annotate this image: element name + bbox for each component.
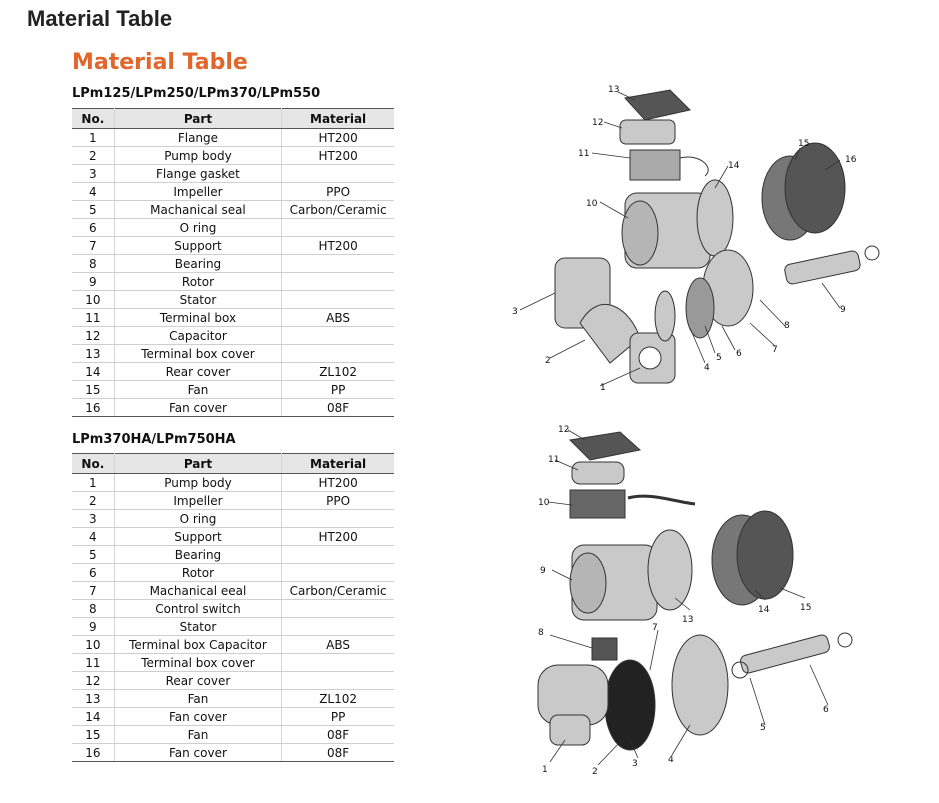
cell-part: Stator [114, 618, 282, 636]
bottom-callout-label: 7 [652, 623, 658, 633]
table-row [72, 546, 394, 564]
cell-no: 15 [72, 726, 114, 744]
cell-material: HT200 [282, 237, 394, 255]
table-row [72, 564, 394, 582]
top-callout-label: 4 [704, 363, 710, 373]
cell-part: Impeller [114, 492, 282, 510]
table-header-row [72, 109, 394, 129]
cell-part: Rear cover [114, 363, 282, 381]
cell-part: Bearing [114, 546, 282, 564]
bottom-callout-label: 13 [682, 615, 694, 625]
cell-no: 16 [72, 399, 114, 417]
cell-material: Carbon/Ceramic [282, 201, 394, 219]
table-row [72, 636, 394, 654]
top-callout-label: 7 [772, 345, 778, 355]
top-callout-label: 6 [736, 349, 742, 359]
top-callout-label: 11 [578, 149, 590, 159]
material-table-2 [72, 453, 394, 762]
page-title: Material Table [27, 6, 173, 31]
header-part: Part [114, 454, 282, 474]
table-row [72, 618, 394, 636]
cell-no: 10 [72, 636, 114, 654]
cell-material [282, 291, 394, 309]
cell-material: ZL102 [282, 363, 394, 381]
cell-part: Terminal box cover [114, 345, 282, 363]
cell-material: HT200 [282, 474, 394, 492]
cell-material: PP [282, 708, 394, 726]
cell-part: Support [114, 237, 282, 255]
cell-part: Rotor [114, 273, 282, 291]
cell-part: Terminal box cover [114, 654, 282, 672]
cell-part: Flange [114, 129, 282, 147]
cell-no: 14 [72, 363, 114, 381]
bottom-callout-label: 15 [800, 603, 812, 613]
cell-no: 7 [72, 582, 114, 600]
cell-material: ABS [282, 636, 394, 654]
table-row [72, 345, 394, 363]
cell-no: 4 [72, 528, 114, 546]
section-title: Material Table [72, 50, 248, 75]
cell-material: PPO [282, 183, 394, 201]
cell-material: ZL102 [282, 690, 394, 708]
cell-no: 12 [72, 327, 114, 345]
cell-no: 5 [72, 201, 114, 219]
table-row [72, 237, 394, 255]
cell-no: 2 [72, 147, 114, 165]
cell-no: 15 [72, 381, 114, 399]
model-label-2: LPm370HA/LPm750HA [72, 432, 236, 447]
cell-material [282, 510, 394, 528]
bottom-callout-label: 12 [558, 425, 570, 435]
top-callout-label: 10 [586, 199, 598, 209]
cell-material [282, 345, 394, 363]
bottom-callout-label: 9 [540, 566, 546, 576]
cell-material [282, 165, 394, 183]
table-body-2 [72, 474, 394, 762]
table-row [72, 129, 394, 147]
cell-material: 08F [282, 726, 394, 744]
cell-no: 13 [72, 690, 114, 708]
cell-no: 2 [72, 492, 114, 510]
table-row [72, 582, 394, 600]
cell-part: Support [114, 528, 282, 546]
table-row [72, 183, 394, 201]
material-table-1 [72, 108, 394, 417]
table-row [72, 219, 394, 237]
cell-no: 8 [72, 255, 114, 273]
top-callout-label: 1 [600, 383, 606, 393]
cell-no: 6 [72, 219, 114, 237]
cell-part: O ring [114, 219, 282, 237]
cell-material [282, 654, 394, 672]
header-material: Material [282, 454, 394, 474]
table-row [72, 273, 394, 291]
cell-material [282, 219, 394, 237]
table-row [72, 510, 394, 528]
cell-material: 08F [282, 399, 394, 417]
exploded-diagram-pump-1 [500, 78, 900, 400]
cell-part: Machanical seal [114, 201, 282, 219]
bottom-callout-label: 2 [592, 767, 598, 777]
table-row [72, 600, 394, 618]
top-callout-label: 15 [798, 139, 810, 149]
cell-part: Machanical eeal [114, 582, 282, 600]
table-row [72, 291, 394, 309]
cell-material [282, 600, 394, 618]
header-part: Part [114, 109, 282, 129]
table-row [72, 399, 394, 417]
exploded-diagram-pump-2 [510, 420, 890, 780]
cell-no: 7 [72, 237, 114, 255]
cell-no: 9 [72, 273, 114, 291]
bottom-callout-label: 4 [668, 755, 674, 765]
cell-part: Fan [114, 381, 282, 399]
cell-no: 5 [72, 546, 114, 564]
bottom-callout-label: 3 [632, 759, 638, 769]
table-row [72, 672, 394, 690]
cell-no: 4 [72, 183, 114, 201]
cell-part: Bearing [114, 255, 282, 273]
table-row [72, 690, 394, 708]
cell-part: Pump body [114, 474, 282, 492]
bottom-callout-label: 11 [548, 455, 560, 465]
bottom-callout-label: 8 [538, 628, 544, 638]
cell-material [282, 564, 394, 582]
top-callout-label: 12 [592, 118, 604, 128]
cell-part: Capacitor [114, 327, 282, 345]
top-callout-label: 5 [716, 353, 722, 363]
top-callout-label: 14 [728, 161, 740, 171]
cell-part: Fan cover [114, 744, 282, 762]
top-callout-label: 8 [784, 321, 790, 331]
cell-part: Fan cover [114, 708, 282, 726]
top-callout-label: 9 [840, 305, 846, 315]
cell-no: 14 [72, 708, 114, 726]
cell-part: Flange gasket [114, 165, 282, 183]
cell-no: 11 [72, 309, 114, 327]
header-material: Material [282, 109, 394, 129]
bottom-callout-label: 1 [542, 765, 548, 775]
table-row [72, 147, 394, 165]
cell-no: 3 [72, 165, 114, 183]
cell-no: 10 [72, 291, 114, 309]
cell-material [282, 273, 394, 291]
header-no: No. [72, 109, 114, 129]
cell-no: 13 [72, 345, 114, 363]
cell-part: Impeller [114, 183, 282, 201]
cell-no: 6 [72, 564, 114, 582]
bottom-callout-label: 5 [760, 723, 766, 733]
table-row [72, 363, 394, 381]
cell-material: HT200 [282, 147, 394, 165]
top-callout-label: 13 [608, 85, 620, 95]
cell-part: Fan cover [114, 399, 282, 417]
top-callout-label: 16 [845, 155, 857, 165]
top-callout-label: 3 [512, 307, 518, 317]
table-row [72, 255, 394, 273]
cell-material: PP [282, 381, 394, 399]
cell-part: Fan [114, 690, 282, 708]
table-body-1 [72, 129, 394, 417]
model-label-1: LPm125/LPm250/LPm370/LPm550 [72, 86, 321, 101]
cell-material [282, 255, 394, 273]
cell-no: 9 [72, 618, 114, 636]
cell-material: ABS [282, 309, 394, 327]
cell-material: Carbon/Ceramic [282, 582, 394, 600]
cell-no: 3 [72, 510, 114, 528]
cell-no: 1 [72, 129, 114, 147]
cell-no: 12 [72, 672, 114, 690]
cell-material [282, 327, 394, 345]
cell-no: 8 [72, 600, 114, 618]
cell-material: 08F [282, 744, 394, 762]
table-row [72, 726, 394, 744]
cell-no: 16 [72, 744, 114, 762]
bottom-callout-label: 10 [538, 498, 550, 508]
cell-part: Fan [114, 726, 282, 744]
cell-material [282, 618, 394, 636]
cell-material: HT200 [282, 528, 394, 546]
cell-no: 11 [72, 654, 114, 672]
cell-no: 1 [72, 474, 114, 492]
header-no: No. [72, 454, 114, 474]
cell-material [282, 672, 394, 690]
table-row [72, 654, 394, 672]
bottom-callout-label: 14 [758, 605, 770, 615]
cell-material: HT200 [282, 129, 394, 147]
cell-part: O ring [114, 510, 282, 528]
table-row [72, 474, 394, 492]
table-row [72, 165, 394, 183]
cell-part: Rotor [114, 564, 282, 582]
cell-material [282, 546, 394, 564]
table-row [72, 201, 394, 219]
top-callout-label: 2 [545, 356, 551, 366]
table-row [72, 528, 394, 546]
table-row [72, 327, 394, 345]
table-header-row [72, 454, 394, 474]
table-row [72, 492, 394, 510]
cell-material: PPO [282, 492, 394, 510]
table-row [72, 381, 394, 399]
table-row [72, 744, 394, 762]
bottom-callout-label: 6 [823, 705, 829, 715]
cell-part: Terminal box Capacitor [114, 636, 282, 654]
table-row [72, 708, 394, 726]
cell-part: Stator [114, 291, 282, 309]
cell-part: Control switch [114, 600, 282, 618]
cell-part: Pump body [114, 147, 282, 165]
cell-part: Rear cover [114, 672, 282, 690]
cell-part: Terminal box [114, 309, 282, 327]
table-row [72, 309, 394, 327]
